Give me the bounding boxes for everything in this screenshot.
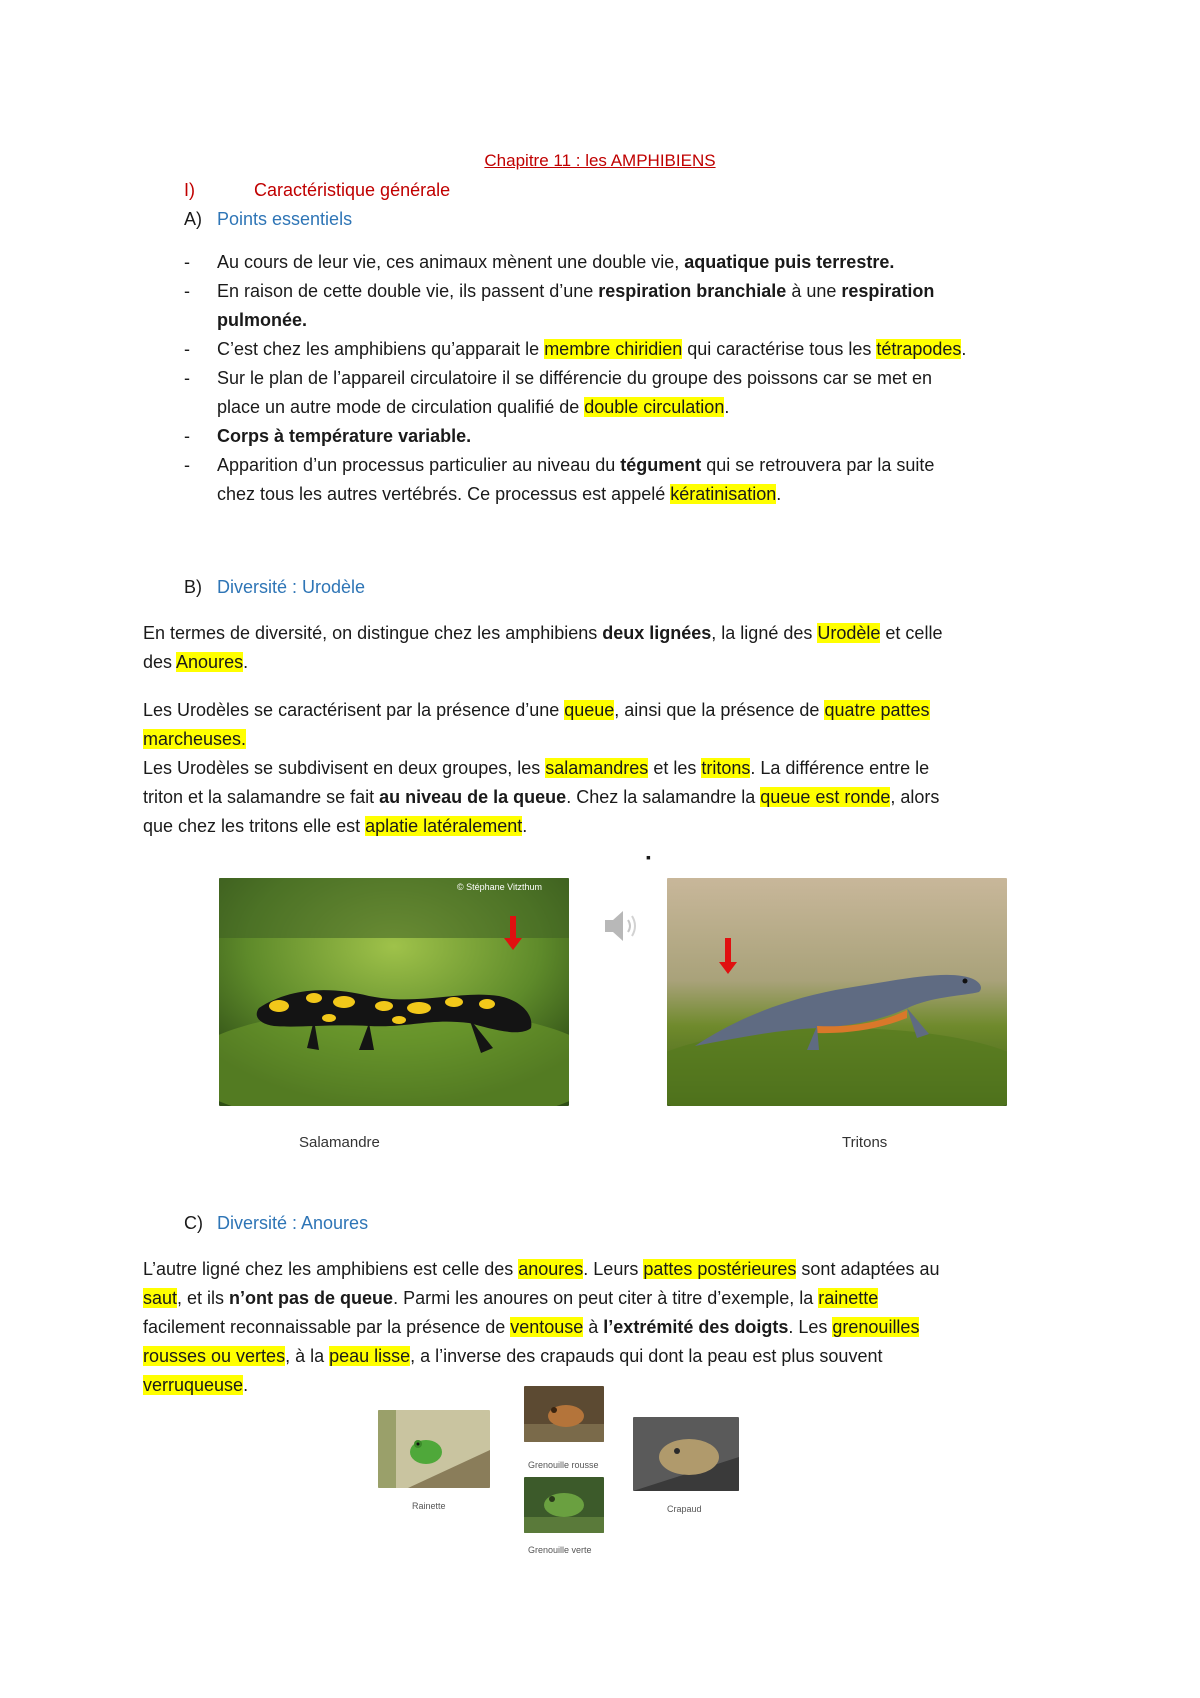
bullet-2: En raison de cette double vie, ils passent d’une respiration branchiale à une respiration (217, 281, 935, 301)
bullet-5: Corps à température variable. (217, 426, 472, 446)
bullet-6: Apparition d’un processus particulier au niveau du tégument qui se retrouvera par la suite (217, 455, 935, 475)
bullet-dash: - (184, 368, 190, 388)
section-a-number: A) (184, 209, 202, 229)
crapaud-label: Crapaud (667, 1504, 702, 1514)
bullet-dash: - (184, 426, 190, 446)
bullet-dash: - (184, 339, 190, 359)
section-b-number: B) (184, 577, 202, 597)
grenouille-rousse-label: Grenouille rousse (528, 1460, 599, 1470)
bullet-2-cont: pulmonée. (217, 310, 308, 330)
rainette-thumbnail (378, 1410, 490, 1488)
paragraph-c-line2: saut, et ils n’ont pas de queue. Parmi les anoures on peut citer à titre d’exemple, la rainette (143, 1288, 879, 1308)
paragraph-c-line3: facilement reconnaissable par la présence de ventouse à l’extrémité des doigts. Les grenouilles (143, 1317, 920, 1337)
paragraph-b3-line2: triton et la salamandre se fait au niveau de la queue. Chez la salamandre la queue est ronde, alors (143, 787, 940, 807)
section-c-heading: Diversité : Anoures (217, 1213, 369, 1233)
paragraph-b3-line1: Les Urodèles se subdivisent en deux groupes, les salamandres et les tritons. La différence entre le (143, 758, 930, 778)
stray-dot: ▪ (646, 849, 651, 865)
photo-credit: © Stéphane Vitzthum (457, 882, 543, 892)
section-1-heading: Caractéristique générale (254, 180, 451, 200)
section-1-number: I) (184, 180, 195, 200)
grenouille-verte-label: Grenouille verte (528, 1545, 592, 1555)
crapaud-thumbnail (633, 1417, 739, 1491)
section-a-heading: Points essentiels (217, 209, 353, 229)
bullet-dash: - (184, 281, 190, 301)
tritons-caption: Tritons (842, 1134, 888, 1151)
paragraph-c-line4: rousses ou vertes, à la peau lisse, a l’inverse des crapauds qui dont la peau est plus souvent (143, 1346, 883, 1366)
bullet-dash: - (184, 455, 190, 475)
bullet-4-cont: place un autre mode de circulation qualifié de double circulation. (217, 397, 730, 417)
grenouille-rousse-thumbnail (524, 1386, 604, 1442)
page-title: Chapitre 11 : les AMPHIBIENS (484, 151, 716, 170)
paragraph-c-line5: verruqueuse. (143, 1375, 249, 1395)
bullet-3: C’est chez les amphibiens qu’apparait le membre chiridien qui caractérise tous les tétrapodes. (217, 339, 967, 359)
salamandre-caption: Salamandre (299, 1134, 380, 1151)
paragraph-b3-line3: que chez les tritons elle est aplatie latéralement. (143, 816, 528, 836)
bullet-4: Sur le plan de l’appareil circulatoire il se différencie du groupe des poissons car se met en (217, 368, 933, 388)
bullet-1: Au cours de leur vie, ces animaux mènent une double vie, aquatique puis terrestre. (217, 252, 895, 272)
grenouille-verte-thumbnail (524, 1477, 604, 1533)
paragraph-b2-line2: marcheuses. (143, 729, 247, 749)
salamandre-photo (219, 878, 569, 1106)
tritons-photo (667, 878, 1007, 1106)
rainette-label: Rainette (412, 1501, 446, 1511)
speaker-icon[interactable] (601, 905, 643, 947)
bullet-dash: - (184, 252, 190, 272)
bullet-6-cont: chez tous les autres vertébrés. Ce processus est appelé kératinisation. (217, 484, 782, 504)
section-c-number: C) (184, 1213, 203, 1233)
section-b-heading: Diversité : Urodèle (217, 577, 366, 597)
paragraph-c-line1: L’autre ligné chez les amphibiens est celle des anoures. Leurs pattes postérieures sont adaptées au (143, 1259, 940, 1279)
paragraph-b2-line1: Les Urodèles se caractérisent par la présence d’une queue, ainsi que la présence de quatre pattes (143, 700, 930, 720)
paragraph-b1-line1: En termes de diversité, on distingue chez les amphibiens deux lignées, la ligné des Urodèle et celle (143, 623, 943, 643)
paragraph-b1-line2: des Anoures. (143, 652, 249, 672)
